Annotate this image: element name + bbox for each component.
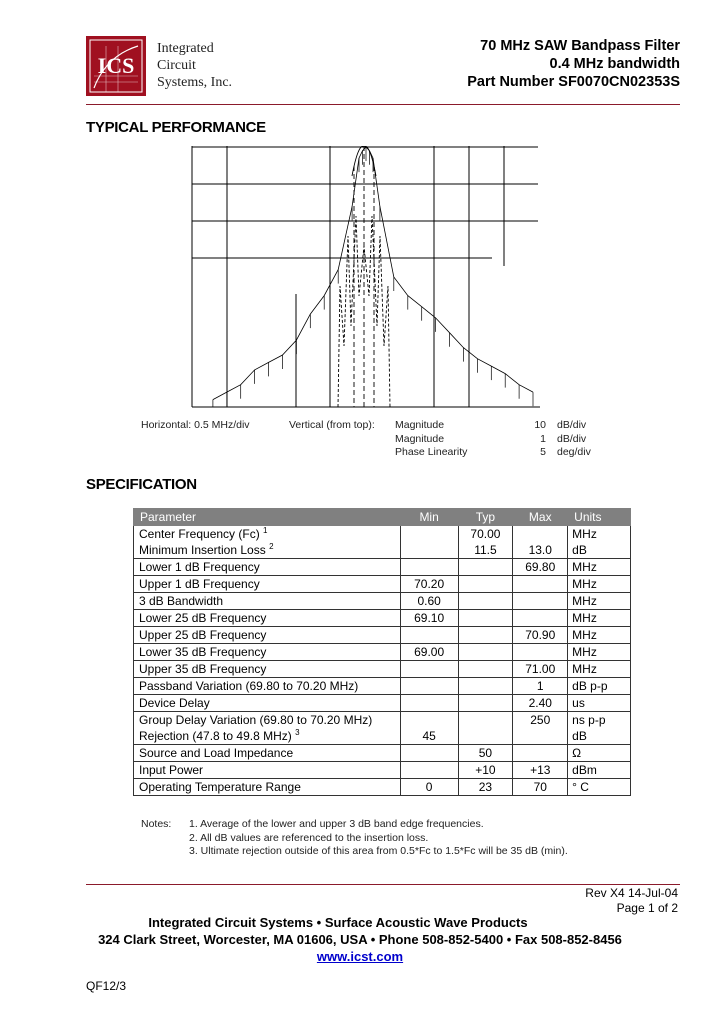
table-row: [134, 576, 631, 593]
cell-parameter-text: Lower 35 dB Frequency: [139, 645, 267, 659]
note-item: 3. Ultimate rejection outside of this area from 0.5*Fc to 1.5*Fc will be 35 dB (min).: [189, 845, 568, 857]
cell-typ: [458, 712, 513, 729]
company-line: Systems, Inc.: [157, 75, 233, 90]
company-line: Circuit: [157, 58, 196, 73]
cell-unit: [568, 661, 631, 678]
scale-value: 10: [534, 419, 546, 431]
table-row: [134, 644, 631, 661]
cell-parameter-text: Upper 25 dB Frequency: [139, 628, 267, 642]
cell-typ: [458, 627, 513, 644]
cell-unit-text: MHz: [572, 645, 597, 659]
cell-max: [513, 644, 568, 661]
cell-max-text: 2.40: [528, 696, 552, 710]
cell-max: [513, 542, 568, 559]
cell-typ: [458, 728, 513, 745]
cell-parameter-text: Lower 25 dB Frequency: [139, 611, 267, 625]
revision-info: [585, 886, 678, 916]
table-row: [134, 627, 631, 644]
cell-min: [400, 728, 458, 745]
specification-table: [133, 508, 631, 796]
footnote-marker: 2: [269, 542, 274, 551]
page-number: Page 1 of 2: [616, 901, 678, 915]
footer-company: Integrated Circuit Systems • Surface Acoustic Wave Products: [148, 915, 528, 930]
cell-parameter: [134, 526, 401, 543]
footer-address: 324 Clark Street, Worcester, MA 01606, USA • Phone 508-852-5400 • Fax 508-852-8456: [98, 932, 622, 947]
cell-typ: [458, 610, 513, 627]
company-logo: [86, 36, 146, 96]
table-row: [134, 559, 631, 576]
cell-max: [513, 779, 568, 796]
table-header-row: [134, 509, 631, 526]
scale-name: Phase Linearity: [395, 446, 468, 458]
scale-name: Magnitude: [395, 432, 445, 445]
title-line: 0.4 MHz bandwidth: [549, 56, 680, 72]
cell-unit-text: MHz: [572, 594, 597, 608]
cell-typ: [458, 779, 513, 796]
cell-unit-text: MHz: [572, 560, 597, 574]
footnote-marker: 1: [263, 526, 268, 535]
chart-marks: [213, 147, 533, 407]
cell-unit: [568, 610, 631, 627]
cell-parameter: [134, 762, 401, 779]
scale-unit: dB/div: [557, 432, 587, 445]
cell-max-text: 71.00: [525, 662, 556, 676]
horizontal-scale: Horizontal: 0.5 MHz/div: [141, 419, 250, 431]
cell-max: [513, 627, 568, 644]
magnitude-series-line: [213, 147, 533, 400]
specification-heading: SPECIFICATION: [86, 476, 197, 493]
header-divider: [86, 104, 680, 105]
cell-min: [400, 644, 458, 661]
cell-unit: [568, 728, 631, 745]
scale-value: 1: [540, 432, 546, 445]
cell-parameter: [134, 644, 401, 661]
table-row: [134, 762, 631, 779]
cell-parameter-text: Group Delay Variation (69.80 to 70.20 MHz): [139, 713, 373, 727]
cell-parameter: [134, 728, 401, 745]
note-item: 1. Average of the lower and upper 3 dB band edge frequencies.: [189, 818, 484, 830]
cell-unit-text: ns p-p: [572, 713, 606, 727]
notes-list: [189, 818, 568, 859]
company-name: [157, 40, 232, 91]
cell-unit-text: MHz: [572, 527, 597, 541]
cell-unit-text: MHz: [572, 577, 597, 591]
cell-typ: [458, 559, 513, 576]
table-row: [134, 610, 631, 627]
cell-max-text: +13: [530, 763, 551, 777]
cell-parameter: [134, 678, 401, 695]
cell-min: [400, 695, 458, 712]
cell-parameter: [134, 576, 401, 593]
col-parameter: Parameter: [134, 509, 401, 526]
cell-max: [513, 661, 568, 678]
cell-max: [513, 576, 568, 593]
cell-unit: [568, 559, 631, 576]
cell-unit: [568, 627, 631, 644]
table-row: [134, 779, 631, 796]
cell-typ-text: +10: [475, 763, 496, 777]
cell-parameter: [134, 695, 401, 712]
cell-min: [400, 779, 458, 796]
cell-min: [400, 745, 458, 762]
cell-typ: [458, 745, 513, 762]
cell-unit-text: dBm: [572, 763, 597, 777]
cell-min-text: 69.10: [414, 611, 445, 625]
cell-unit: [568, 576, 631, 593]
cell-typ: [458, 678, 513, 695]
cell-max-text: 1: [536, 679, 544, 693]
cell-max: [513, 610, 568, 627]
cell-unit-text: dB: [572, 729, 587, 743]
cell-min: [400, 627, 458, 644]
cell-min-text: 0: [425, 780, 433, 794]
company-line: Integrated: [157, 41, 214, 56]
cell-max: [513, 695, 568, 712]
table-row: [134, 678, 631, 695]
table-row: [134, 593, 631, 610]
notes-label: Notes:: [141, 818, 172, 830]
cell-typ-text: 50: [478, 746, 493, 760]
cell-parameter: [134, 661, 401, 678]
cell-max-text: 13.0: [528, 543, 552, 557]
cell-parameter: [134, 712, 401, 729]
cell-parameter-text: Passband Variation (69.80 to 70.20 MHz): [139, 679, 359, 693]
cell-parameter: [134, 559, 401, 576]
cell-parameter: [134, 593, 401, 610]
cell-typ-text: 23: [478, 780, 493, 794]
performance-heading: TYPICAL PERFORMANCE: [86, 119, 266, 136]
cell-parameter: [134, 542, 401, 559]
cell-parameter-text: Device Delay: [139, 696, 210, 710]
logo-text: ICS: [97, 53, 135, 78]
delay-trace: [354, 146, 374, 407]
cell-unit: [568, 542, 631, 559]
product-title: [467, 37, 680, 91]
cell-typ: [458, 542, 513, 559]
cell-min: [400, 593, 458, 610]
cell-max-text: 250: [530, 713, 551, 727]
cell-parameter-text: Minimum Insertion Loss: [139, 543, 266, 557]
cell-min-text: 69.00: [414, 645, 445, 659]
cell-min: [400, 610, 458, 627]
cell-max: [513, 559, 568, 576]
scale-unit: dB/div: [557, 419, 587, 431]
col-units: Units: [568, 509, 631, 526]
website-link[interactable]: www.icst.com: [316, 949, 404, 964]
table-body: [134, 526, 631, 796]
scale-value: 5: [540, 446, 546, 458]
vertical-label: Vertical (from top):: [289, 419, 375, 431]
cell-parameter-text: Center Frequency (Fc): [139, 527, 260, 541]
cell-max-text: 70: [533, 780, 547, 794]
cell-unit-text: MHz: [572, 628, 597, 642]
cell-max-text: 69.80: [525, 560, 556, 574]
cell-max: [513, 728, 568, 745]
title-line: 70 MHz SAW Bandpass Filter: [480, 38, 680, 54]
col-min: Min: [400, 509, 458, 526]
cell-max: [513, 678, 568, 695]
cell-unit-text: Ω: [572, 746, 582, 760]
cell-typ: [458, 644, 513, 661]
cell-min-text: 70.20: [414, 577, 445, 591]
col-typ: Typ: [458, 509, 513, 526]
cell-parameter: [134, 627, 401, 644]
cell-max: [513, 712, 568, 729]
footer-divider: [86, 884, 680, 885]
table-row: [134, 695, 631, 712]
form-code: QF12/3: [86, 979, 127, 993]
scale-name: Magnitude: [395, 419, 445, 431]
cell-unit-text: MHz: [572, 611, 597, 625]
cell-typ-text: 11.5: [474, 543, 497, 557]
cell-unit: [568, 526, 631, 543]
cell-unit: [568, 745, 631, 762]
chart-traces: [338, 146, 390, 407]
cell-parameter-text: Lower 1 dB Frequency: [139, 560, 260, 574]
cell-parameter: [134, 745, 401, 762]
col-max: Max: [513, 509, 568, 526]
cell-min: [400, 542, 458, 559]
cell-max: [513, 593, 568, 610]
cell-min: [400, 678, 458, 695]
cell-max-text: 70.90: [525, 628, 556, 642]
cell-typ: [458, 576, 513, 593]
table-row: [134, 661, 631, 678]
cell-parameter-text: Rejection (47.8 to 49.8 MHz): [139, 729, 292, 743]
cell-parameter: [134, 779, 401, 796]
cell-unit: [568, 762, 631, 779]
scale-units: [557, 419, 591, 460]
cell-typ: [458, 661, 513, 678]
cell-parameter-text: 3 dB Bandwidth: [139, 594, 224, 608]
cell-typ: [458, 762, 513, 779]
table-row: [134, 542, 631, 559]
cell-min: [400, 576, 458, 593]
cell-unit: [568, 678, 631, 695]
cell-unit-text: MHz: [572, 662, 597, 676]
cell-unit-text: us: [572, 696, 585, 710]
cell-unit-text: ° C: [572, 780, 589, 794]
table-row: [134, 526, 631, 543]
cell-unit: [568, 644, 631, 661]
scale-names: [395, 419, 467, 460]
cell-min: [400, 762, 458, 779]
cell-parameter-text: Input Power: [139, 763, 204, 777]
cell-typ: [458, 695, 513, 712]
scale-unit: deg/div: [557, 446, 591, 458]
cell-min: [400, 559, 458, 576]
footnote-marker: 3: [295, 728, 300, 737]
performance-chart: [188, 146, 540, 408]
cell-parameter: [134, 610, 401, 627]
cell-max: [513, 762, 568, 779]
chart-grid: [192, 146, 540, 407]
cell-unit: [568, 695, 631, 712]
part-number: Part Number SF0070CN02353S: [467, 74, 680, 90]
scale-values: [520, 419, 546, 460]
cell-min: [400, 712, 458, 729]
logo-graphic: [86, 36, 146, 96]
cell-max: [513, 745, 568, 762]
cell-min-text: 0.60: [417, 594, 441, 608]
cell-unit: [568, 712, 631, 729]
cell-parameter-text: Source and Load Impedance: [139, 746, 294, 760]
cell-unit: [568, 779, 631, 796]
cell-min: [400, 661, 458, 678]
cell-typ: [458, 526, 513, 543]
cell-max: [513, 526, 568, 543]
table-row: [134, 745, 631, 762]
table-row: [134, 728, 631, 745]
cell-unit-text: dB p-p: [572, 679, 608, 693]
cell-parameter-text: Upper 35 dB Frequency: [139, 662, 267, 676]
cell-min-text: 45: [422, 729, 436, 743]
footer: [0, 914, 720, 965]
revision: Rev X4 14-Jul-04: [585, 886, 678, 900]
cell-parameter-text: Upper 1 dB Frequency: [139, 577, 260, 591]
cell-unit-text: dB: [572, 543, 587, 557]
table-row: [134, 712, 631, 729]
cell-min: [400, 526, 458, 543]
note-item: 2. All dB values are referenced to the insertion loss.: [189, 831, 429, 844]
cell-unit: [568, 593, 631, 610]
cell-typ: [458, 593, 513, 610]
cell-typ-text: 70.00: [470, 527, 501, 541]
cell-parameter-text: Operating Temperature Range: [139, 780, 301, 794]
